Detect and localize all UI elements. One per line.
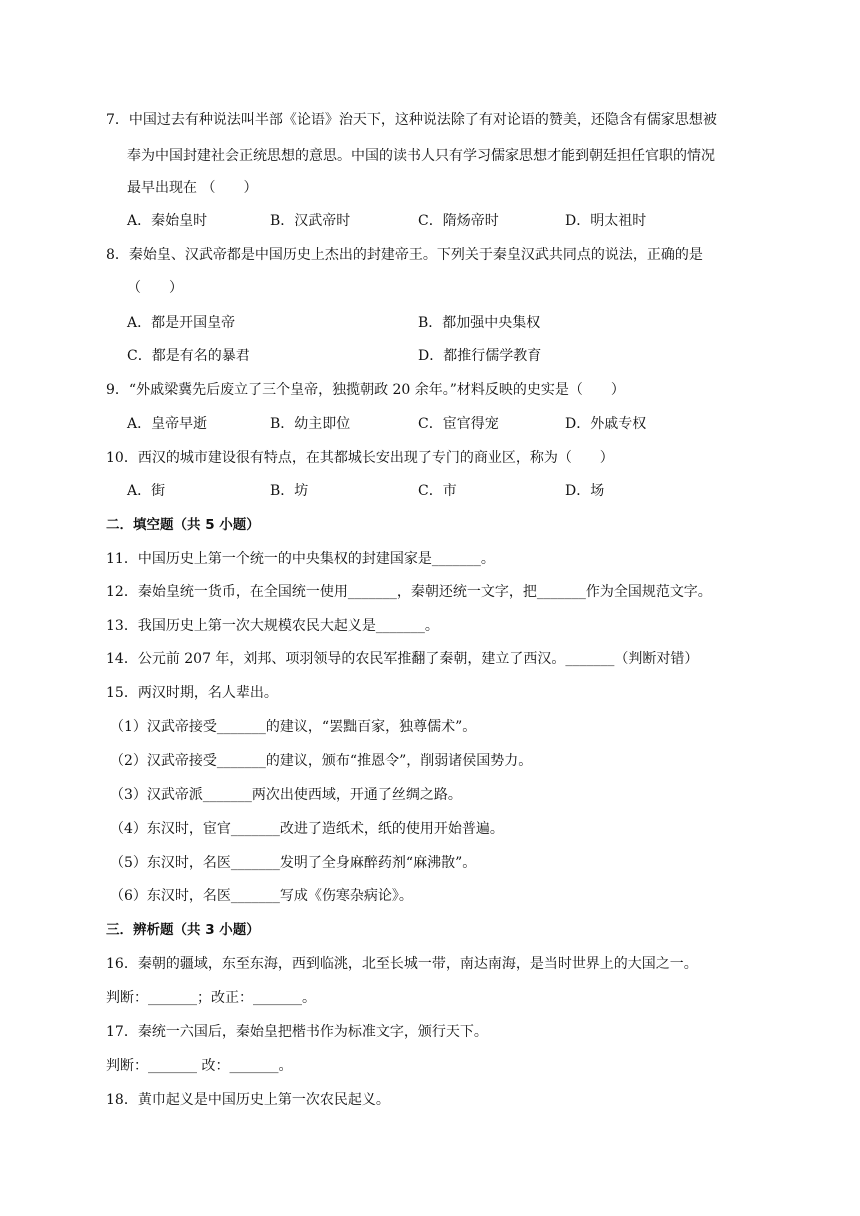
question-17-line-2: 判断：_______ 改：_______。 <box>106 1058 293 1074</box>
question-8-option-b[interactable]: B．都加强中央集权 <box>418 315 541 331</box>
question-10-option-b[interactable]: B．坊 <box>270 483 309 499</box>
section-analysis-title: 三．辨析题（共 3 小题） <box>106 922 260 938</box>
question-7-option-d[interactable]: D．明太祖时 <box>565 213 647 229</box>
question-9-option-c[interactable]: C．宦官得宠 <box>418 416 499 432</box>
question-16-line-2: 判断：_______；改正：_______。 <box>106 990 316 1006</box>
question-9-option-a[interactable]: A．皇帝早逝 <box>127 416 208 432</box>
question-7-line-1: 7．中国过去有种说法叫半部《论语》治天下，这种说法除了有对论语的赞美，还隐含有儒家思想被 <box>106 112 717 128</box>
question-15-sub-4: （4）东汉时，宦官_______改进了造纸术，纸的使用开始普遍。 <box>110 821 504 837</box>
question-11: 11．中国历史上第一个统一的中央集权的封建国家是_______。 <box>106 551 495 567</box>
question-15-sub-3: （3）汉武帝派_______两次出使西域，开通了丝绸之路。 <box>110 787 462 803</box>
question-13: 13．我国历史上第一次大规模农民大起义是_______。 <box>106 618 439 634</box>
question-16-line-1: 16．秦朝的疆域，东至东海，西到临洮，北至长城一带，南达南海，是当时世界上的大国之一。 <box>106 956 698 972</box>
question-18-line-1: 18．黄巾起义是中国历史上第一次农民起义。 <box>106 1092 390 1108</box>
question-12: 12．秦始皇统一货币，在全国统一使用_______，秦朝还统一文字，把_______作为全国规范文字。 <box>106 584 712 600</box>
question-8-option-c[interactable]: C．都是有名的暴君 <box>127 348 250 364</box>
question-15-sub-2: （2）汉武帝接受_______的建议，颁布“推恩令”，削弱诸侯国势力。 <box>110 753 533 769</box>
question-10-option-a[interactable]: A．街 <box>127 483 166 499</box>
question-15-sub-6: （6）东汉时，名医_______写成《伤寒杂病论》。 <box>110 888 413 904</box>
question-9-option-d[interactable]: D．外戚专权 <box>565 416 647 432</box>
question-7-option-b[interactable]: B．汉武帝时 <box>270 213 351 229</box>
question-15-line-1: 15．两汉时期，名人辈出。 <box>106 685 278 701</box>
question-8-line-2: （ ） <box>127 280 183 296</box>
question-17-line-1: 17．秦统一六国后，秦始皇把楷书作为标准文字，颁行天下。 <box>106 1024 488 1040</box>
question-14: 14．公元前 207 年，刘邦、项羽领导的农民军推翻了秦朝，建立了西汉。_______（判断对错） <box>106 651 699 667</box>
question-15-sub-1: （1）汉武帝接受_______的建议，“罢黜百家，独尊儒术”。 <box>110 719 477 735</box>
question-15-sub-5: （5）东汉时，名医_______发明了全身麻醉药剂“麻沸散”。 <box>110 855 477 871</box>
question-10-option-c[interactable]: C．市 <box>418 483 457 499</box>
question-7-option-c[interactable]: C．隋炀帝时 <box>418 213 499 229</box>
question-7-line-2: 奉为中国封建社会正统思想的意思。中国的读书人只有学习儒家思想才能到朝廷担任官职的情况 <box>127 148 715 164</box>
question-10-line-1: 10．西汉的城市建设很有特点，在其都城长安出现了专门的商业区，称为（ ） <box>106 450 614 466</box>
question-8-line-1: 8．秦始皇、汉武帝都是中国历史上杰出的封建帝王。下列关于秦皇汉武共同点的说法，正确的是 <box>106 247 703 263</box>
question-9-option-b[interactable]: B．幼主即位 <box>270 416 351 432</box>
question-9-line-1: 9．“外戚梁冀先后废立了三个皇帝，独揽朝政 20 余年。”材料反映的史实是（ ） <box>106 382 625 398</box>
question-8-option-d[interactable]: D．都推行儒学教育 <box>418 348 542 364</box>
question-7-option-a[interactable]: A．秦始皇时 <box>127 213 208 229</box>
section-fill-in-blank-title: 二．填空题（共 5 小题） <box>106 517 260 533</box>
question-10-option-d[interactable]: D．场 <box>565 483 605 499</box>
question-7-line-3: 最早出现在 （ ） <box>127 180 258 196</box>
question-8-option-a[interactable]: A．都是开国皇帝 <box>127 315 236 331</box>
